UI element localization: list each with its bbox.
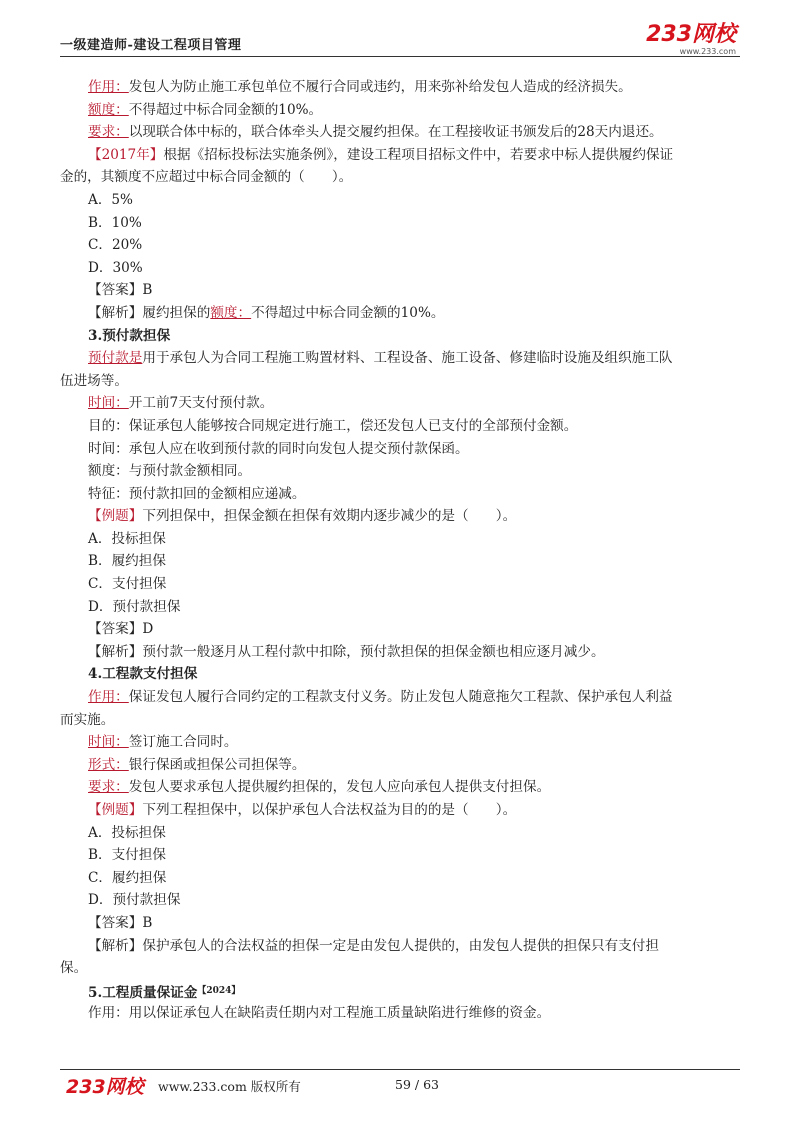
question-1-cont: 金的，其额度不应超过中标合同金额的（ ）。 [60,169,353,186]
page-header [60,24,740,56]
q2-option: A．投标担保 [88,530,166,547]
q2-option: D．预付款担保 [88,598,181,615]
q3-analysis: 【解析】保护承包人的合法权益的担保一定是由发包人提供的，由发包人提供的担保只有支付担 [88,937,659,954]
q1-answer: 【答案】B [88,282,153,299]
q2-option: C．支付担保 [88,576,167,593]
header-logo [646,24,736,56]
q3-option: C．履约担保 [88,869,167,886]
s5-role: 作用：用以保证承包人在缺陷责任期内对工程施工质量缺陷进行维修的资金。 [88,1005,551,1022]
s4-time: 时间：签订施工合同时。 [88,734,238,751]
page-content [60,76,742,1025]
q1-option: D．30% [88,259,143,276]
q3-option: A．投标担保 [88,824,166,841]
footer-logo: 233网校 [66,1076,144,1098]
year-tag: 【2024】 [197,985,241,996]
s4-role-cont: 而实施。 [60,711,115,728]
q2-answer: 【答案】D [88,621,154,638]
s3-purpose: 目的：保证承包人能够按合同规定进行施工，偿还发包人已支付的全部预付金额。 [88,417,578,434]
s3-feature: 特征：预付款扣回的金额相应递减。 [88,485,306,502]
q1-option: A．5% [88,191,133,208]
q2-analysis: 【解析】预付款一般逐月从工程付款中扣除，预付款担保的担保金额也相应逐月减少。 [88,643,605,660]
section-3-heading: 3.预付款担保 [88,327,171,344]
footer-site: www.233.com 版权所有 [158,1079,301,1094]
s4-requirement: 要求：发包人要求承包人提供履约担保的，发包人应向承包人提供支付担保。 [88,779,551,796]
page-number: 59 / 63 [395,1077,439,1092]
page-footer [60,1074,740,1098]
q3-analysis-cont: 保。 [60,960,88,977]
question-1: 【2017年】根据《招标投标法实施条例》，建设工程项目招标文件中，若要求中标人提供履约保证 [88,146,674,163]
question-2: 【例题】下列担保中，担保金额在担保有效期内逐步减少的是（ ）。 [88,508,517,525]
header-divider [60,56,740,57]
s3-time2: 时间：承包人应在收到预付款的同时向发包人提交预付款保函。 [88,440,469,457]
s3-definition: 预付款是用于承包人为合同工程施工购置材料、工程设备、施工设备、修建临时设施及组织施工队 [88,350,673,367]
s3-definition-cont: 伍进场等。 [60,372,128,389]
s4-form: 形式：银行保函或担保公司担保等。 [88,756,306,773]
q3-option: B．支付担保 [88,847,166,864]
q1-option: B．10% [88,214,142,231]
s3-time: 时间：开工前7天支付预付款。 [88,395,274,412]
q3-option: D．预付款担保 [88,892,181,909]
footer-divider [60,1069,740,1070]
question-3: 【例题】下列工程担保中，以保护承包人合法权益为目的的是（ ）。 [88,802,517,818]
q2-option: B．履约担保 [88,553,166,570]
section-4-heading: 4.工程款支付担保 [88,666,198,683]
doc-title: 一级建造师-建设工程项目管理 [60,38,242,53]
s4-role: 作用：保证发包人履行合同约定的工程款支付义务。防止发包人随意拖欠工程款、保护承包人利益 [88,689,673,706]
s3-amount: 额度：与预付款金额相同。 [88,463,252,480]
q3-answer: 【答案】B [88,914,153,931]
logo-url: www.233.com [679,47,736,56]
q1-option: C．20% [88,237,143,254]
requirement-line: 要求：以现联合体中标的，联合体牵头人提交履约担保。在工程接收证书颁发后的28天内退还。 [88,124,663,141]
role-line: 作用：发包人为防止施工承包单位不履行合同或违约，用来弥补给发包人造成的经济损失。 [88,79,632,95]
section-5-heading: 5.工程质量保证金$^{【2024】}$ [88,984,241,1001]
amount-line: 额度：不得超过中标合同金额的10%。 [88,101,323,118]
q1-analysis: 【解析】履约担保的额度：不得超过中标合同金额的10%。 [88,304,445,321]
logo-text: 233网校 [646,22,736,47]
